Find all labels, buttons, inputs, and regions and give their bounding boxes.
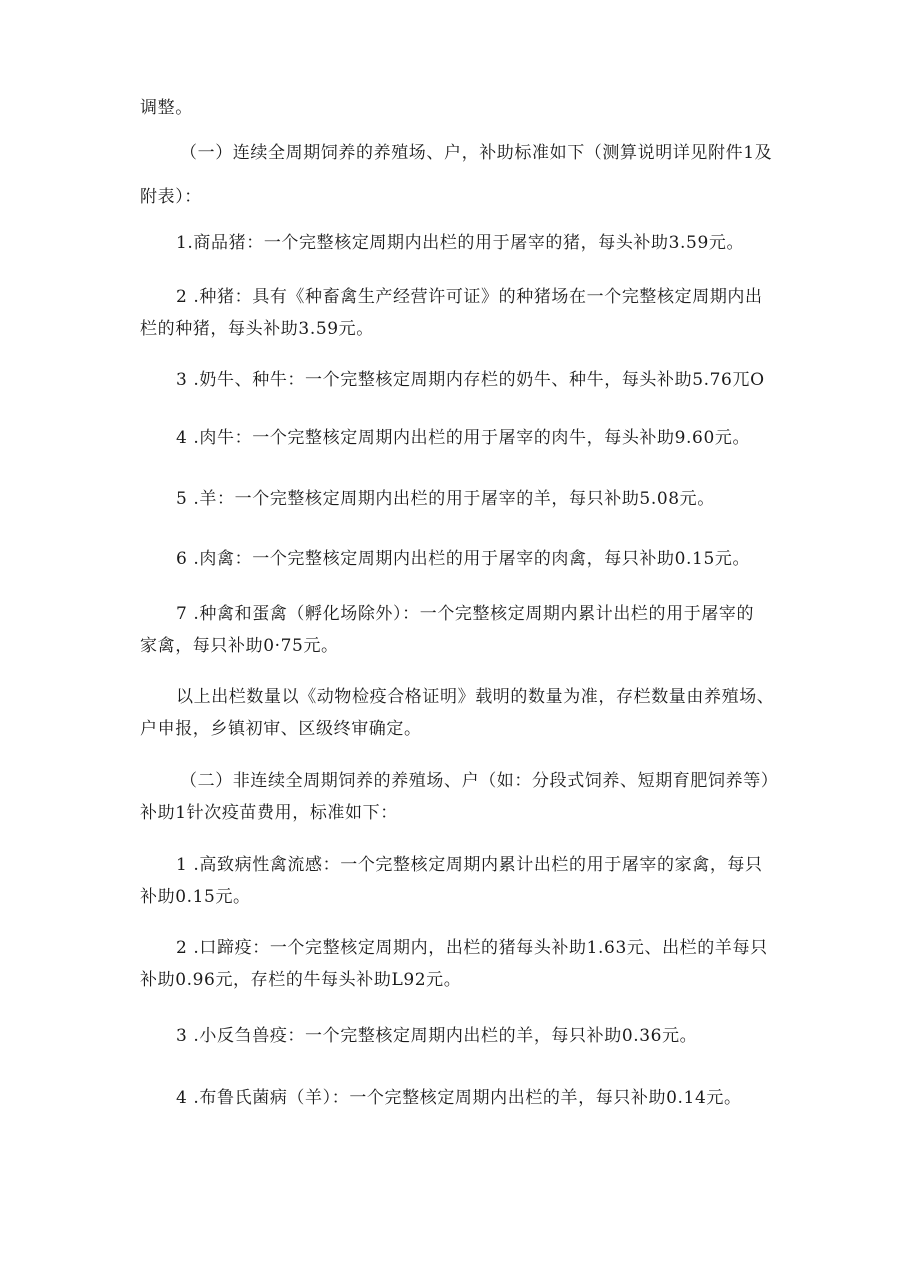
s2-item2-line1: 2 .口蹄疫：一个完整核定周期内，出栏的猪每头补助1.63元、出栏的羊每只 (176, 938, 768, 958)
s1-item1-line1: 1.商品猪：一个完整核定周期内出栏的用于屠宰的猪，每头补助3.59元。 (176, 233, 745, 253)
intro-tail: 调整。 (140, 98, 193, 118)
s1-item4-line1: 4 .肉牛：一个完整核定周期内出栏的用于屠宰的肉牛，每头补助9.60元。 (176, 428, 751, 448)
s2-item3-line1: 3 .小反刍兽疫：一个完整核定周期内出栏的羊，每只补助0.36元。 (176, 1026, 698, 1046)
s2-item1-line2: 补助0.15元。 (140, 887, 251, 907)
s1-item2-line1: 2 .种猪：具有《种畜禽生产经营许可证》的种猪场在一个完整核定周期内出 (176, 287, 763, 307)
section2-heading-line1: （二）非连续全周期饲养的养殖场、户（如：分段式饲养、短期育肥饲养等） (180, 771, 779, 791)
section1-heading-line1: （一）连续全周期饲养的养殖场、户，补助标准如下（测算说明详见附件1及 (180, 143, 773, 163)
section1-heading-line2: 附表）： (140, 187, 202, 207)
s1-item7-line1: 7 .种禽和蛋禽（孵化场除外）：一个完整核定周期内累计出栏的用于屠宰的 (176, 604, 755, 624)
s1-item3-line1: 3 .奶牛、种牛：一个完整核定周期内存栏的奶牛、种牛，每头补助5.76兀O (176, 370, 765, 390)
s2-item2-line2: 补助0.96元，存栏的牛每头补助L92元。 (140, 970, 462, 990)
s1-item7-line2: 家禽，每只补助0·75元。 (140, 636, 339, 656)
section2-heading-line2: 补助1针次疫苗费用，标准如下： (140, 803, 398, 823)
s1-note-line2: 户申报，乡镇初审、区级终审确定。 (140, 719, 422, 739)
s1-note-line1: 以上出栏数量以《动物检疫合格证明》载明的数量为准，存栏数量由养殖场、 (176, 687, 775, 707)
s2-item1-line1: 1 .高致病性禽流感：一个完整核定周期内累计出栏的用于屠宰的家禽，每只 (176, 855, 763, 875)
s1-item2-line2: 栏的种猪，每头补助3.59元。 (140, 319, 374, 339)
s2-item4-line1: 4 .布鲁氏菌病（羊）：一个完整核定周期内出栏的羊，每只补助0.14元。 (176, 1088, 742, 1108)
s1-item6-line1: 6 .肉禽：一个完整核定周期内出栏的用于屠宰的肉禽，每只补助0.15元。 (176, 549, 751, 569)
s1-item5-line1: 5 .羊：一个完整核定周期内出栏的用于屠宰的羊，每只补助5.08元。 (176, 489, 715, 509)
